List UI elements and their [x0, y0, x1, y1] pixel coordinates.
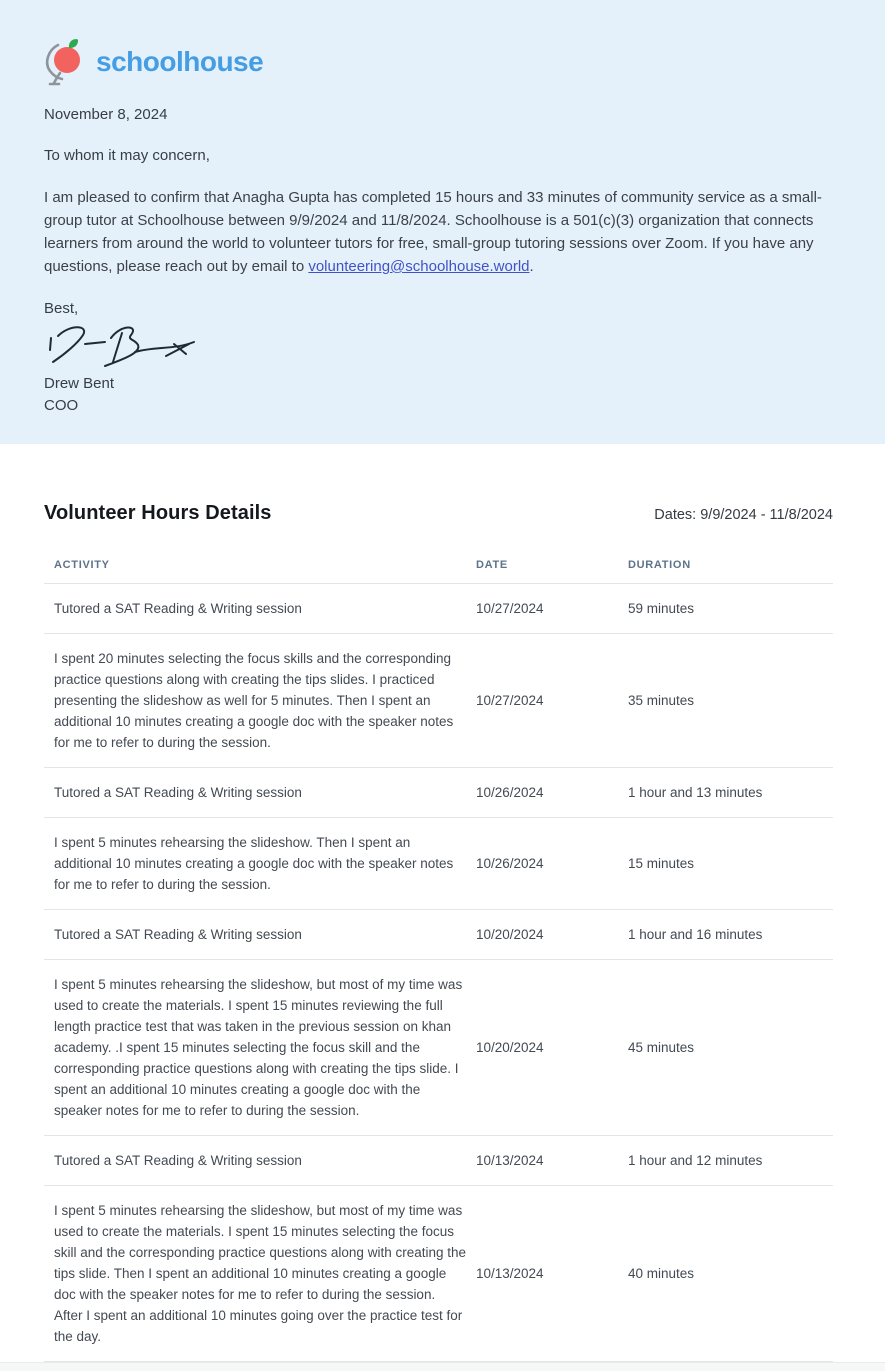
- table-row: [44, 584, 833, 634]
- column-header-date: DATE: [466, 559, 618, 584]
- schoolhouse-apple-globe-icon: [44, 38, 84, 86]
- cell-duration: 15 minutes: [618, 818, 833, 910]
- footer-strip: [0, 1362, 885, 1371]
- cell-duration: 40 minutes: [618, 1186, 833, 1362]
- letter-body-period: .: [529, 258, 534, 275]
- cell-activity: I spent 5 minutes rehearsing the slideshow. Then I spent an additional 10 minutes creating a google doc with the speaker notes for me to refer to during the session.: [44, 818, 466, 910]
- email-link[interactable]: volunteering@schoolhouse.world: [308, 258, 530, 275]
- cell-duration: 1 hour and 16 minutes: [618, 910, 833, 960]
- section-title: Volunteer Hours Details: [44, 502, 272, 524]
- hours-table: [44, 559, 833, 1362]
- column-header-activity: ACTIVITY: [44, 559, 466, 584]
- table-row: [44, 818, 833, 910]
- schoolhouse-logo: [44, 38, 835, 86]
- cell-date: 10/26/2024: [466, 818, 618, 910]
- salutation: To whom it may concern,: [44, 147, 210, 164]
- letter-section: [0, 0, 885, 444]
- cell-activity: Tutored a SAT Reading & Writing session: [44, 1136, 466, 1186]
- cell-date: 10/20/2024: [466, 910, 618, 960]
- cell-duration: 1 hour and 12 minutes: [618, 1136, 833, 1186]
- column-header-duration: DURATION: [618, 559, 833, 584]
- details-header: [44, 502, 833, 525]
- cell-duration: 1 hour and 13 minutes: [618, 768, 833, 818]
- table-row: [44, 960, 833, 1136]
- signer-name: Drew Bent: [44, 375, 115, 392]
- letter-body-text: I am pleased to confirm that Anagha Gupta has completed 15 hours and 33 minutes of community service as a small-group tutor at Schoolhouse between 9/9/2024 and 11/8/2024. Schoolhouse is a 501(c)(3) organization that connects learners from around the world to volunteer tutors for free, small-group tutoring sessions over Zoom. If you have any questions, please reach out by email to: [44, 189, 822, 275]
- table-row: [44, 634, 833, 768]
- cell-activity: Tutored a SAT Reading & Writing session: [44, 910, 466, 960]
- cell-activity: Tutored a SAT Reading & Writing session: [44, 768, 466, 818]
- logo-wordmark: schoolhouse: [96, 46, 264, 77]
- volunteer-hours-section: [0, 444, 885, 1362]
- cell-activity: I spent 20 minutes selecting the focus skills and the corresponding practice questions along with creating the tips slides. I practiced presenting the slideshow as well for 5 minutes. Then I spent an additional 10 minutes creating a google doc with the speaker notes for me to refer to during the session.: [44, 634, 466, 768]
- letter-date: November 8, 2024: [44, 106, 168, 123]
- hours-table-body: [44, 584, 833, 1362]
- cell-activity: I spent 5 minutes rehearsing the slideshow, but most of my time was used to create the materials. I spent 15 minutes selecting the focus skill and the corresponding practice questions along with creating the tips slide. Then I spent an additional 10 minutes creating a google doc with the speaker notes for me to refer to during the session. After I spent an additional 10 minutes going over the practice test for the day.: [44, 1186, 466, 1362]
- date-range: Dates: 9/9/2024 - 11/8/2024: [654, 507, 833, 523]
- cell-duration: 35 minutes: [618, 634, 833, 768]
- cell-activity: Tutored a SAT Reading & Writing session: [44, 584, 466, 634]
- hours-table-head: [44, 559, 833, 584]
- cell-activity: I spent 5 minutes rehearsing the slideshow, but most of my time was used to create the materials. I spent 15 minutes reviewing the full length practice test that was taken in the previous session on khan academy. .I spent 15 minutes selecting the focus skill and the corresponding practice questions along with creating the tips slide. I spent an additional 10 minutes creating a google doc with the speaker notes for me to refer to during the session.: [44, 960, 466, 1136]
- cell-duration: 45 minutes: [618, 960, 833, 1136]
- closing: Best,: [44, 300, 79, 317]
- table-row: [44, 1186, 833, 1362]
- cell-date: 10/20/2024: [466, 960, 618, 1136]
- cell-date: 10/27/2024: [466, 634, 618, 768]
- table-row: [44, 1136, 833, 1186]
- cell-date: 10/27/2024: [466, 584, 618, 634]
- signer-title: COO: [44, 397, 79, 414]
- signature-image: [44, 321, 204, 373]
- table-row: [44, 768, 833, 818]
- cell-date: 10/13/2024: [466, 1136, 618, 1186]
- cell-date: 10/13/2024: [466, 1186, 618, 1362]
- letter-body: [44, 186, 835, 278]
- cell-date: 10/26/2024: [466, 768, 618, 818]
- table-row: [44, 910, 833, 960]
- cell-duration: 59 minutes: [618, 584, 833, 634]
